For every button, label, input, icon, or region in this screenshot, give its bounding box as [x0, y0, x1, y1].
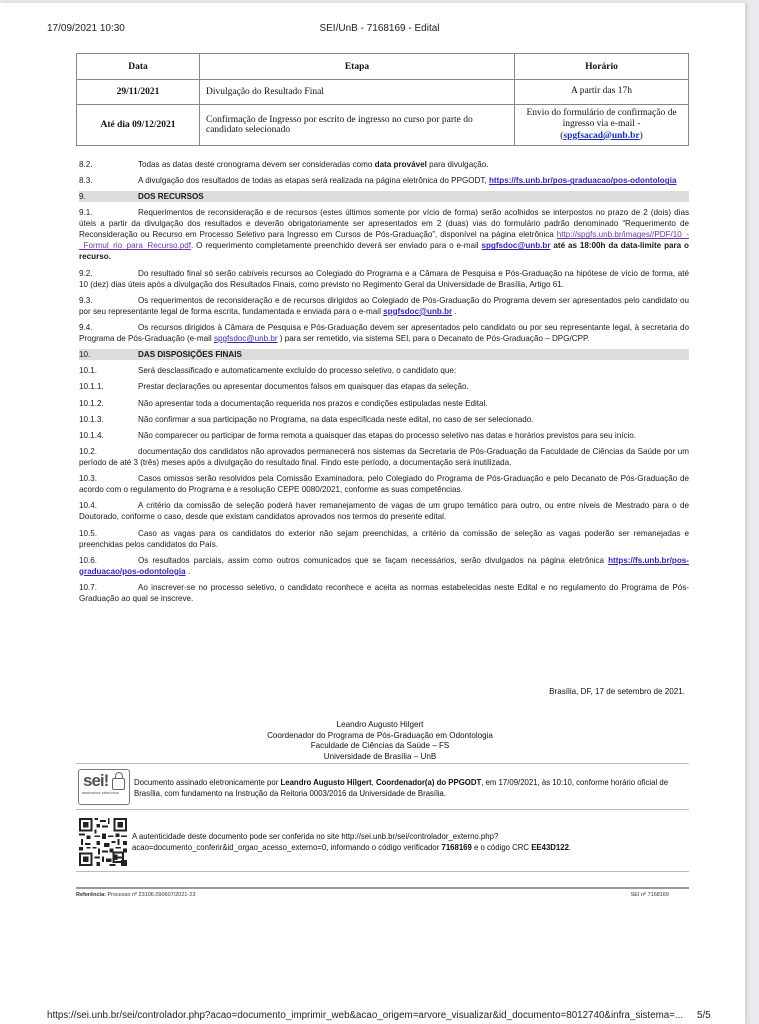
schedule-table [76, 53, 689, 146]
clause-number: 10.1. [79, 366, 98, 376]
clause-9-1 [79, 207, 689, 262]
cell-step: Confirmação de Ingresso por escrito de ingresso no curso por parte do candidato selecionado [200, 105, 515, 146]
crc-code: EE43D122 [531, 843, 569, 852]
clause-9-4 [79, 322, 689, 344]
divider [76, 809, 689, 810]
clause-number: 10.6. [79, 555, 98, 565]
clause-text: . O requerimento completamente preenchido deverá ser enviado para o e-mail [191, 241, 482, 251]
verifier-code: 7168169 [441, 843, 472, 852]
clause-number: 10.7. [79, 583, 98, 592]
column-header-time: Horário [515, 54, 689, 80]
section-number: 9. [79, 192, 86, 202]
sei-signature-seal [78, 769, 130, 805]
clause-10-1-4 [79, 430, 689, 441]
clause-bold: data provável [374, 160, 427, 169]
clause-10-1-2 [79, 398, 689, 409]
print-page-number: 5/5 [697, 1010, 711, 1021]
signature-text: , em 17/09/2021, às 10:10, conforme horário oficial de Brasília, com fundamento na Instrução da Reitoria 0003/2016 da Universidade de Brasília. [134, 778, 669, 798]
signer-role: Coordenador do Programa de Pós-Graduação em Odontologia [267, 730, 493, 740]
link-ppgodt-site[interactable]: https://fs.unb.br/pos-graduacao/pos-odontologia [79, 555, 689, 576]
clause-number: 10.1.1. [79, 382, 104, 392]
signature-block [230, 720, 530, 762]
email-link-spgfsdoc[interactable]: spgfsdoc@unb.br [481, 241, 551, 251]
cell-time-text: Envio do formulário de confirmação de ingresso via e-mail - ( [526, 107, 677, 141]
cell-time [515, 105, 689, 146]
clause-number: 10.4. [79, 501, 98, 511]
signer-name: Leandro Augusto Hilgert [336, 720, 424, 729]
clause-text: Não apresentar toda a documentação requerida nos prazos e condições estipuladas neste Edital. [138, 398, 488, 408]
electronic-signature-text [134, 777, 690, 799]
clause-number: 10.3. [79, 474, 98, 484]
clause-text: documentação dos candidatos não aprovados permanecerá nos sistemas da Secretaria de Pós-Graduação da Faculdade de Ciências da Saúde por um período de até 3 (três) meses após a divulgação do resultado final. Findo este período, a documentação será inutilizada. [79, 447, 689, 468]
clause-number: 10.5. [79, 528, 98, 538]
link-recurso-form-pdf[interactable]: http://spgfs.unb.br/images//PDF/10_-_Formul_rio_para_Recurso.pdf [79, 230, 689, 251]
cell-time-suffix: ) [639, 130, 643, 141]
cell-date: Até dia 09/12/2021 [77, 105, 200, 146]
reference-process [76, 892, 195, 898]
column-header-step: Etapa [200, 54, 515, 80]
clause-10-3 [79, 473, 689, 495]
clause-text: Os requerimentos de reconsideração e de recursos dirigidos ao Colegiado de Pós-Graduação do Programa devem ser apresentados pelo candidato ou por seu representante legal de forma escrita, fundamentada e enviada para o e-mail [79, 295, 689, 316]
document-body [79, 159, 689, 609]
clause-text: para divulgação. [426, 160, 489, 169]
clause-10-1-3 [79, 414, 689, 425]
process-number: Processo nº 23106.090607/2021-23 [105, 892, 196, 898]
clause-text: A critério da comissão de seleção poderá haver remanejamento de vagas de um grupo temático para outro, ou entre níveis de Mestrado para o de Doutorado, conforme o caso, desde que existam candidatos aprovados nos termos do presente edital. [79, 501, 689, 522]
clause-text: Do resultado final só serão cabíveis recursos ao Colegiado do Programa e a Câmara de Pesquisa e Pós-Graduação na hipótese de vício de forma, até 10 (dez) dias úteis após a divulgação dos Resultados Finais, como previsto no Regimento Geral da Universidade de Brasília, Artigo 61. [79, 268, 689, 289]
clause-8-3 [79, 175, 689, 186]
clause-text: Caso as vagas para os candidatos do exterior não sejam preenchidas, a critério da comissão de seleção as vagas poderão ser remanejadas e preenchidas pelos candidatos do País. [79, 528, 689, 549]
section-title: DOS RECURSOS [138, 192, 204, 202]
signer-university: Universidade de Brasília – UnB [323, 751, 437, 761]
cell-step: Divulgação do Resultado Final [200, 80, 515, 105]
sei-number: SEI nº 7168169 [630, 892, 669, 898]
clause-text: Não confirmar a sua participação no Programa, na data especificada neste edital, no caso de ser selecionado. [138, 414, 534, 424]
print-title: SEI/UnB - 7168169 - Edital [319, 23, 440, 34]
clause-10-1 [79, 365, 689, 376]
authenticity-text-part: A autenticidade deste documento pode ser conferida no site http://sei.unb.br/sei/controlador_externo.php?acao=documento_conferir&id_orgao_acesso_externo=0, informando o código verificador [132, 832, 499, 852]
clause-number: 8.2. [79, 160, 93, 169]
table-row [77, 105, 689, 146]
clause-10-7 [79, 582, 689, 604]
signature-role: Coordenador(a) do PPGODT [375, 778, 482, 787]
clause-9-3 [79, 295, 689, 317]
clause-number: 10.1.3. [79, 414, 104, 424]
section-number: 10. [79, 350, 91, 360]
clause-number: 10.1.4. [79, 430, 104, 440]
clause-text: . [185, 566, 191, 576]
clause-text: Ao inscrever-se no processo seletivo, o candidato reconhece e aceita as normas estabelecidas neste Edital e no regulamento do Programa de Pós-Graduação ao qual se inscreve. [79, 583, 689, 603]
clause-text: Requerimentos de reconsideração e de recursos (estes últimos somente por vício de forma) serão acolhidos se interpostos no prazo de 2 (dois) dias úteis a partir da divulgação dos resultados e deverão obrigatoriamente ser apresentados em 2 (duas) vias do formulário padrão denominado “Requerimento de Reconsideração ou Recurso em Processo Seletivo para Ingresso em Cursos de Pós-Graduação”, disponível na página eletrônica [79, 208, 689, 240]
clause-10-1-1 [79, 381, 689, 392]
cell-time: A partir das 17h [515, 80, 689, 105]
sei-seal-subtitle: assinatura eletrônica [82, 790, 119, 795]
signature-text: Documento assinado eletronicamente por [134, 778, 281, 787]
signer-faculty: Faculdade de Ciências da Saúde – FS [310, 741, 450, 750]
clause-text: . [452, 306, 457, 316]
place-and-date: Brasília, DF, 17 de setembro de 2021. [549, 687, 685, 696]
print-datetime: 17/09/2021 10:30 [47, 23, 125, 34]
clause-number: 10.1.2. [79, 398, 104, 408]
section-9-heading [79, 191, 689, 202]
divider [76, 763, 689, 764]
section-title: DAS DISPOSIÇÕES FINAIS [138, 350, 242, 360]
clause-text: Todas as datas deste cronograma devem ser consideradas como [138, 160, 375, 169]
clause-text: Casos omissos serão resolvidos pela Comissão Examinadora, pelo Colegiado do Programa de Pós-Graduação e pelo Decanato de Pós-Graduação de acordo com o regulamento do Programa e a resolução CEPE 0080/2021, conforme as suas competências. [79, 474, 689, 495]
clause-text: Não comparecer ou participar de forma remota a quaisquer das etapas do processo seletivo nas datas e horários previstos para seu início. [138, 430, 637, 440]
sei-logo: sei! [83, 771, 109, 790]
clause-text: A divulgação dos resultados de todas as etapas será realizada na página eletrônica do PPGODT, [138, 176, 489, 186]
clause-number: 9.3. [79, 295, 93, 305]
clause-text: Os resultados parciais, assim como outros comunicados que se façam necessários, serão divulgados na página eletrônica [138, 555, 609, 565]
clause-text: Os recursos dirigidos à Câmara de Pesquisa e Pós-Graduação devem ser apresentados pelo candidato ou por seu representante legal, à secretaria do Programa de Pós-Graduação (e-mail [79, 322, 689, 343]
divider [76, 871, 689, 872]
clause-10-2 [79, 446, 689, 468]
cell-date: 29/11/2021 [77, 80, 200, 105]
clause-9-2 [79, 268, 689, 290]
table-row [77, 80, 689, 105]
clause-10-6 [79, 555, 689, 577]
printed-page [0, 3, 745, 1024]
section-10-heading [79, 349, 689, 360]
clause-number: 9.4. [79, 322, 93, 332]
reference-divider [76, 887, 689, 889]
clause-number: 9.1. [79, 208, 93, 218]
email-link-spgfsacad[interactable]: spgfsacad@unb.br [563, 130, 640, 141]
table-header-row [77, 54, 689, 80]
clause-8-2 [79, 159, 689, 170]
print-footer-url: https://sei.unb.br/sei/controlador.php?acao=documento_imprimir_web&acao_origem=arvore_visualizar&id_documento=8012740&infra_sistema=... [47, 1010, 684, 1021]
column-header-date: Data [77, 54, 200, 80]
qr-code-icon [79, 817, 127, 867]
reference-label: Referência: [76, 892, 106, 898]
signature-text: , [371, 778, 376, 787]
clause-text: ) para ser remetido, via sistema SEI, para o Decanato de Pós-Graduação – DPG/CPP. [277, 333, 590, 343]
clause-bold: até as 18:00h da data-limite para o recurso. [79, 241, 689, 262]
authenticity-text-part: . [568, 843, 572, 852]
authenticity-text-part: e o código CRC [471, 843, 532, 852]
email-link-spgfsdoc[interactable]: spgfsdoc@unb.br [213, 333, 278, 343]
link-ppgodt-site[interactable]: https://fs.unb.br/pos-graduacao/pos-odontologia [488, 176, 677, 186]
clause-number: 8.3. [79, 176, 93, 186]
clause-text: Será desclassificado e automaticamente excluído do processo seletivo, o candidato que: [138, 366, 457, 376]
clause-number: 9.2. [79, 268, 93, 278]
clause-10-5 [79, 528, 689, 550]
signature-signer: Leandro Augusto Hilgert [280, 778, 372, 787]
clause-text: Prestar declarações ou apresentar documentos falsos em quaisquer das etapas da seleção. [138, 382, 469, 392]
email-link-spgfsdoc[interactable]: spgfsdoc@unb.br [383, 306, 453, 316]
clause-number: 10.2. [79, 447, 98, 457]
clause-10-4 [79, 500, 689, 522]
lock-icon [112, 778, 125, 790]
authenticity-text [132, 831, 688, 853]
